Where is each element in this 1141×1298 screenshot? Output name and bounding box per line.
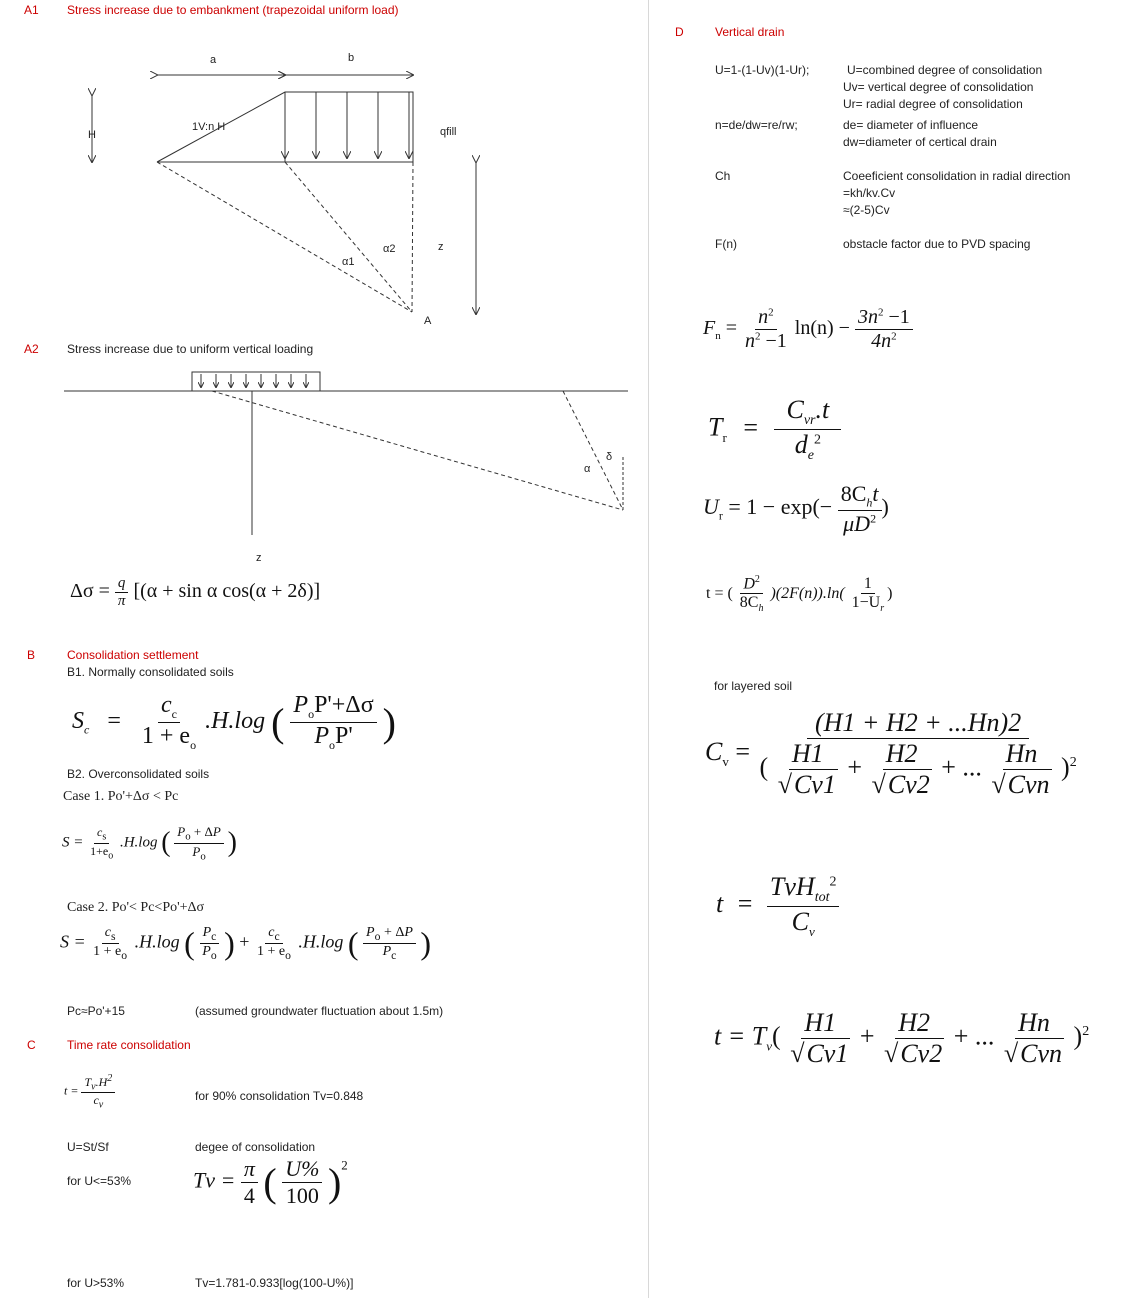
load-strip xyxy=(192,372,320,391)
label-alpha1: α1 xyxy=(342,256,355,268)
label-alpha2: α2 xyxy=(383,243,396,255)
formula-tr: $T_r$ = $\frac{C_{vr}.t}{d_e^2}$ xyxy=(708,395,841,464)
label-alpha: α xyxy=(584,463,591,475)
formula-tv: Tv = $\frac{\pi}{4}$ ( $\frac{U\%}{100}$ )$^2$ xyxy=(193,1156,348,1208)
formula-fn: $F_n$ = $\frac{n^2}{n^2 -1}$ ln(n) − $\frac{3n^2 -1}{4n^2}$ xyxy=(703,306,913,353)
label-point-a: A xyxy=(424,315,432,327)
column-divider xyxy=(648,0,649,1298)
section-title-d: Vertical drain xyxy=(715,25,785,39)
pc-assumption: (assumed groundwater fluctuation about 1.5m) xyxy=(195,1004,444,1018)
pc-note: Pc≈Po'+15 xyxy=(67,1004,125,1018)
formula-ur: $U_r = 1 - \exp(-$ $\frac{8C_ht}{\mu D^2}$ ) xyxy=(703,481,889,537)
section-title-b: Consolidation settlement xyxy=(67,648,199,662)
d-row-4-symbol: F(n) xyxy=(715,237,737,251)
formula-case-1: S = $\frac{c_s}{1+e_o}$ .H.log ( $\frac{P_o + \Delta P}{P_o}$ ) xyxy=(62,824,237,863)
d-row-2-desc-1: de= diameter of influence xyxy=(843,118,979,132)
u-definition: U=St/Sf xyxy=(67,1140,109,1154)
label-qfill: qfill xyxy=(440,126,457,138)
load-arrows xyxy=(285,92,409,158)
t90-note: for 90% consolidation Tv=0.848 xyxy=(195,1089,364,1103)
section-title-c: Time rate consolidation xyxy=(67,1038,191,1052)
label-b: b xyxy=(348,52,355,64)
d-row-4-desc-1: obstacle factor due to PVD spacing xyxy=(843,237,1031,251)
case-2-label: Case 2. Po'< Pc<Po'+Δσ xyxy=(67,900,205,915)
section-title-a2: Stress increase due to uniform vertical loading xyxy=(67,342,314,356)
formula-t: t = $\frac{T_v.H^2}{c_v}$ xyxy=(64,1073,115,1111)
label-a: a xyxy=(210,54,217,66)
section-code-d: D xyxy=(675,25,684,39)
d-row-1-symbol: U=1-(1-Uv)(1-Ur); xyxy=(715,63,810,77)
label-z-a1: z xyxy=(438,241,444,253)
d-row-3-symbol: Ch xyxy=(715,169,731,183)
formula-t-drain: t = ( $\frac{D^2}{8C_h}$ )(2F(n)).ln( $\frac{1}{1-U_r}$ ) xyxy=(706,574,893,615)
u-gt-53: for U>53% xyxy=(67,1276,125,1290)
d-row-1-desc-1: U=combined degree of consolidation xyxy=(847,63,1043,77)
label-slope: 1V:n H xyxy=(192,121,226,133)
influence-lines xyxy=(157,162,413,312)
section-code-b: B xyxy=(27,648,36,662)
section-title-a1: Stress increase due to embankment (trapezoidal uniform load) xyxy=(67,3,399,17)
label-delta: δ xyxy=(606,451,613,463)
d-row-1-desc-2: Uv= vertical degree of consolidation xyxy=(843,80,1034,94)
embankment-diagram xyxy=(0,40,648,330)
u-le-53: for U<=53% xyxy=(67,1174,132,1188)
section-code-c: C xyxy=(27,1038,36,1052)
layered-soil-label: for layered soil xyxy=(714,679,793,693)
label-h: H xyxy=(88,129,96,141)
tv-formula-2: Tv=1.781-0.933[log(100-U%)] xyxy=(195,1276,354,1290)
label-z-a2: z xyxy=(256,552,262,564)
formula-delta-sigma: Δσ = $\frac{q}{\pi}$ [(α + sin α cos(α + 2δ)] xyxy=(70,575,321,609)
d-row-3-desc-3: ≈(2-5)Cv xyxy=(843,203,890,217)
subsection-b2: B2. Overconsolidated soils xyxy=(67,767,210,781)
case-1-label: Case 1. Po'+Δσ < Pc xyxy=(63,789,179,804)
section-code-a2: A2 xyxy=(24,342,39,356)
d-row-1-desc-3: Ur= radial degree of consolidation xyxy=(843,97,1023,111)
formula-case-2: S = $\frac{c_s}{1 + e_o}$ .H.log ( $\frac{P_c}{P_o}$ ) + $\frac{c_c}{1 + e_o}$ .H.log ( $\frac{P_o + \Delta P}{P_c}$ ) xyxy=(60,925,432,962)
d-row-3-desc-1: Coeeficient consolidation in radial direction xyxy=(843,169,1071,183)
section-code-a1: A1 xyxy=(24,3,39,17)
d-row-2-desc-2: dw=diameter of certical drain xyxy=(843,135,997,149)
uniform-load-diagram xyxy=(0,365,648,570)
formula-t-tot: t = $\frac{TvH_{tot}^2}{C_v}$ xyxy=(716,872,839,940)
formula-sc: $S_c$ = $\frac{c_c}{1 + e_o}$ .H.log ( $\frac{P_oP'+\Delta\sigma}{P_oP'}$ ) xyxy=(72,692,396,752)
subsection-b1: B1. Normally consolidated soils xyxy=(67,665,234,679)
d-row-3-desc-2: =kh/kv.Cv xyxy=(843,186,896,200)
u-description: degee of consolidation xyxy=(195,1140,316,1154)
d-row-2-symbol: n=de/dw=re/rw; xyxy=(715,118,798,132)
formula-cv-layered: $C_v$ = (H1 + H2 + ...Hn)2 ( $\frac{H1}{√Cv1}$ + $\frac{H2}{√Cv2}$ + ... $\frac{Hn}{\text{√Cvn}}$ )$^2$ xyxy=(705,708,1077,799)
formula-t-layered: $t = T_v$( $\frac{H1}{√Cv1}$ + $\frac{H2}{√Cv2}$ + ... $\frac{Hn}{\text{√Cvn}}$ )$^2$ xyxy=(714,1008,1090,1068)
